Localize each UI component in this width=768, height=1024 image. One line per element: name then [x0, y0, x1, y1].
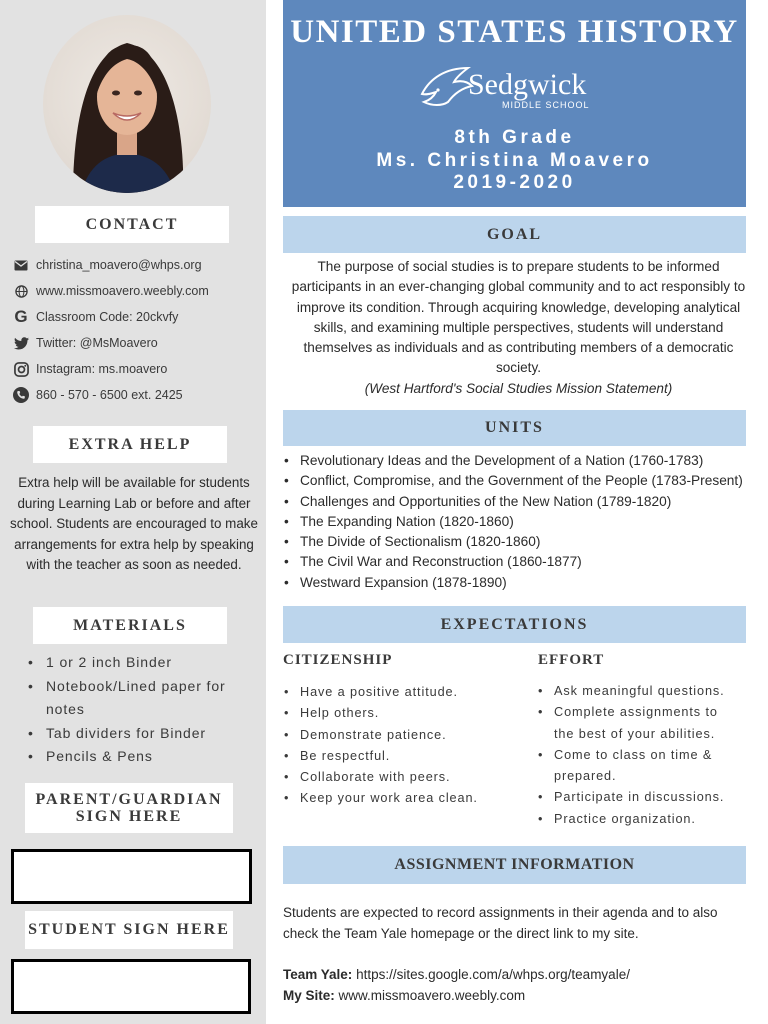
citizenship-item: • Have a positive attitude.	[284, 682, 534, 703]
parent-signature-box[interactable]	[11, 849, 252, 904]
contact-email-text: christina_moavero@whps.org	[36, 258, 202, 272]
effort-item: • Practice organization.	[538, 809, 738, 830]
contact-classroom-text: Classroom Code: 20ckvfy	[36, 310, 179, 324]
assignment-text: Students are expected to record assignments in their agenda and to also check the Team Yale homepage or the direct link to my site.	[283, 905, 718, 941]
contact-twitter[interactable]	[12, 330, 262, 356]
effort-list	[538, 681, 738, 830]
materials-heading: MATERIALS	[33, 607, 227, 644]
school-year: 2019-2020	[453, 172, 576, 193]
my-site-line	[283, 985, 753, 1006]
units-heading: UNITS	[283, 410, 746, 446]
grade-label: 8th Grade	[454, 127, 575, 148]
team-yale-link[interactable]: https://sites.google.com/a/whps.org/teamyale/	[356, 967, 630, 982]
page-title: UNITED STATES HISTORY	[290, 14, 739, 50]
citizenship-list	[284, 682, 534, 810]
effort-heading: EFFORT	[538, 652, 605, 668]
contact-heading: CONTACT	[35, 206, 229, 243]
unit-item: • Westward Expansion (1878-1890)	[284, 573, 764, 593]
phone-icon	[12, 386, 30, 404]
materials-list	[28, 651, 258, 769]
effort-item: • Participate in discussions.	[538, 787, 738, 808]
extra-help-text: Extra help will be available for students during Learning Lab or before and after school. Students are encouraged to make arrangements for extra help by speaking with the teacher as soon as needed.	[10, 475, 258, 572]
teacher-photo	[43, 15, 211, 193]
my-site-label: My Site:	[283, 988, 335, 1003]
contact-email[interactable]	[12, 252, 262, 278]
citizenship-item: • Demonstrate patience.	[284, 725, 534, 746]
logo-subtitle: MIDDLE SCHOOL	[502, 100, 590, 110]
citizenship-item: • Help others.	[284, 703, 534, 724]
sidebar	[0, 0, 266, 1024]
unit-item: • The Expanding Nation (1820-1860)	[284, 512, 764, 532]
units-list	[284, 451, 764, 593]
citizenship-heading: CITIZENSHIP	[283, 652, 393, 668]
goal-text: The purpose of social studies is to prepare students to be informed participants in an ever-changing global community and to act responsibly to improve its condition. Through acquiring knowledge, developing analytical skills, and examining multiple perspectives, students will understand themselves as individuals and as contributing members of a democratic society.	[291, 259, 746, 376]
instagram-icon	[12, 360, 30, 378]
student-sign-heading: STUDENT SIGN HERE	[25, 911, 233, 949]
unit-item: • Conflict, Compromise, and the Government of the People (1783-Present)	[284, 471, 764, 491]
contact-twitter-text: Twitter: @MsMoavero	[36, 336, 158, 350]
portrait-illustration	[43, 15, 211, 193]
parent-sign-heading-line1: PARENT/GUARDIAN	[35, 791, 223, 808]
header-banner	[283, 0, 746, 207]
globe-icon	[12, 282, 30, 300]
unit-item: • The Civil War and Reconstruction (1860-1877)	[284, 552, 764, 572]
unit-item: • Challenges and Opportunities of the New Nation (1789-1820)	[284, 492, 764, 512]
contact-instagram[interactable]	[12, 356, 262, 382]
contact-instagram-text: Instagram: ms.moavero	[36, 362, 168, 376]
citizenship-item: • Be respectful.	[284, 746, 534, 767]
contact-classroom	[12, 304, 262, 330]
contact-phone	[12, 382, 262, 408]
assignment-heading: ASSIGNMENT INFORMATION	[283, 846, 746, 884]
expectations-heading: EXPECTATIONS	[283, 606, 746, 643]
parent-sign-heading	[25, 783, 233, 833]
teacher-name: Ms. Christina Moavero	[376, 150, 653, 171]
contact-list	[12, 252, 262, 408]
assignment-links	[283, 964, 753, 1006]
twitter-icon	[12, 334, 30, 352]
contact-phone-text: 860 - 570 - 6500 ext. 2425	[36, 388, 183, 402]
materials-item: • Tab dividers for Binder	[28, 722, 258, 746]
citizenship-item: • Keep your work area clean.	[284, 788, 534, 809]
parent-sign-heading-line2: SIGN HERE	[75, 808, 183, 825]
materials-item: • Pencils & Pens	[28, 745, 258, 769]
team-yale-line	[283, 964, 753, 985]
effort-item: • Complete assignments to the best of your abilities.	[538, 702, 738, 745]
school-logo	[416, 60, 616, 120]
unit-item: • Revolutionary Ideas and the Development of a Nation (1760-1783)	[284, 451, 764, 471]
effort-item: • Ask meaningful questions.	[538, 681, 738, 702]
unit-item: • The Divide of Sectionalism (1820-1860)	[284, 532, 764, 552]
materials-item: • Notebook/Lined paper for notes	[28, 675, 258, 722]
extra-help-heading: EXTRA HELP	[33, 426, 227, 463]
logo-wordmark: Sedgwick	[468, 68, 587, 101]
goal-text-block	[283, 257, 754, 399]
mail-icon	[12, 256, 30, 274]
contact-website-text: www.missmoavero.weebly.com	[36, 284, 209, 298]
student-signature-box[interactable]	[11, 959, 251, 1014]
team-yale-label: Team Yale:	[283, 967, 353, 982]
goal-heading: GOAL	[283, 216, 746, 253]
materials-item: • 1 or 2 inch Binder	[28, 651, 258, 675]
contact-website[interactable]	[12, 278, 262, 304]
goal-citation: (West Hartford's Social Studies Mission Statement)	[364, 380, 673, 396]
effort-item: • Come to class on time & prepared.	[538, 745, 738, 788]
citizenship-item: • Collaborate with peers.	[284, 767, 534, 788]
google-icon: G	[14, 307, 28, 326]
my-site-link[interactable]: www.missmoavero.weebly.com	[338, 988, 526, 1003]
eagle-logo-icon	[416, 60, 616, 120]
